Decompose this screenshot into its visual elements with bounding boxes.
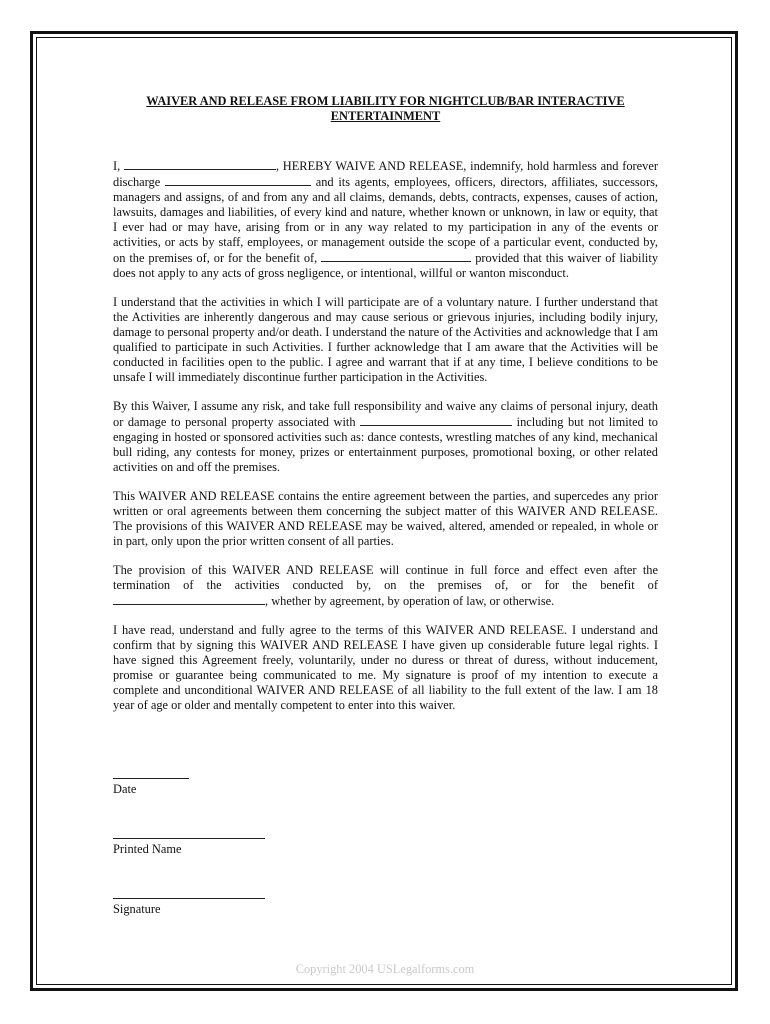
beneficiary-blank[interactable] (321, 250, 471, 262)
date-label: Date (113, 782, 137, 796)
release-text-2: and its agents, employees, officers, directors, affiliates, successors, managers and assigns, of and from any and all claims, demands, debts, contracts, expenses, causes of action, lawsuits, damages and liabilities, of every kind and nature, whether known or unknown, in law or equity, that I ever had or may have, arising from or in any way related to my participation in any of the events or activities, or acts by staff, employees, or management outside the scope of a particular event, conducted by, on the premises of, or for the benefit of, (113, 175, 658, 265)
releasor-name-blank[interactable] (124, 158, 276, 170)
signature-label: Signature (113, 902, 161, 916)
paragraph-survival (113, 563, 658, 609)
survival-party-blank[interactable] (113, 593, 265, 605)
document-body (113, 94, 658, 727)
paragraph-entire-agreement: This WAIVER AND RELEASE contains the entire agreement between the parties, and supercedes any prior written or oral agreements between them concerning the subject matter of this WAIVER AND RELEASE. The provisions of this WAIVER AND RELEASE may be waived, altered, amended or repealed, in whole or in part, only upon the prior written consent of all parties. (113, 489, 658, 548)
release-text-3: provided that this waiver of liability does not apply to any acts of gross negligence, or intentional, willful or wanton misconduct. (113, 251, 659, 280)
release-intro: I, (113, 159, 121, 173)
paragraph-understanding: I understand that the activities in which I will participate are of a voluntary nature. I further understand that the Activities are inherently dangerous and may cause serious or grievous injuries, including bodily injury, damage to personal property and/or death. I understand the nature of the Activities and acknowledge that I am qualified to participate in such Activities. I further acknowledge that I am aware that the Activities will be conducted in facilities open to the public. I agree and warrant that if at any time, I believe conditions to be unsafe I will immediately discontinue further participation in the Activities. (113, 295, 658, 384)
release-text-1: , HEREBY WAIVE AND RELEASE, indemnify, hold harmless and forever discharge (113, 159, 658, 189)
risk-text-2: including but not limited to engaging in hosted or sponsored activities such as: dance contests, wrestling matches of any kind, mechanical bull riding, any contests for money, prizes or entertainment purposes, promotional boxing, or other related activities on and off the premises. (113, 415, 658, 474)
printed-name-line[interactable] (113, 838, 265, 839)
survival-text-1: The provision of this WAIVER AND RELEASE will continue in full force and effect even after the termination of the activities conducted by, on the premises of, or for the benefit of (113, 563, 658, 592)
paragraph-release (113, 158, 658, 281)
paragraph-assumption-of-risk (113, 399, 658, 475)
risk-text-1: By this Waiver, I assume any risk, and take full responsibility and waive any claims of personal injury, death or damage to personal property associated with (113, 399, 658, 429)
signature-line[interactable] (113, 898, 265, 899)
copyright-watermark: Copyright 2004 USLegalforms.com (295, 962, 475, 976)
printed-name-field[interactable] (113, 838, 265, 857)
paragraph-acknowledgement: I have read, understand and fully agree to the terms of this WAIVER AND RELEASE. I understand and confirm that by signing this WAIVER AND RELEASE I have given up considerable future legal rights. I have signed this Agreement freely, voluntarily, under no duress or threat of duress, without inducement, promise or guarantee being communicated to me. My signature is proof of my intention to execute a complete and unconditional WAIVER AND RELEASE of all liability to the full extent of the law. I am 18 year of age or older and mentally competent to enter into this waiver. (113, 623, 658, 712)
signature-field[interactable] (113, 898, 265, 917)
printed-name-label: Printed Name (113, 842, 182, 856)
survival-text-2: , whether by agreement, by operation of law, or otherwise. (265, 594, 555, 608)
date-line[interactable] (113, 778, 189, 779)
date-field[interactable] (113, 778, 189, 797)
document-title: WAIVER AND RELEASE FROM LIABILITY FOR NIGHTCLUB/BAR INTERACTIVE ENTERTAINMENT (146, 94, 625, 123)
released-party-blank[interactable] (165, 174, 311, 186)
associated-party-blank[interactable] (360, 414, 512, 426)
